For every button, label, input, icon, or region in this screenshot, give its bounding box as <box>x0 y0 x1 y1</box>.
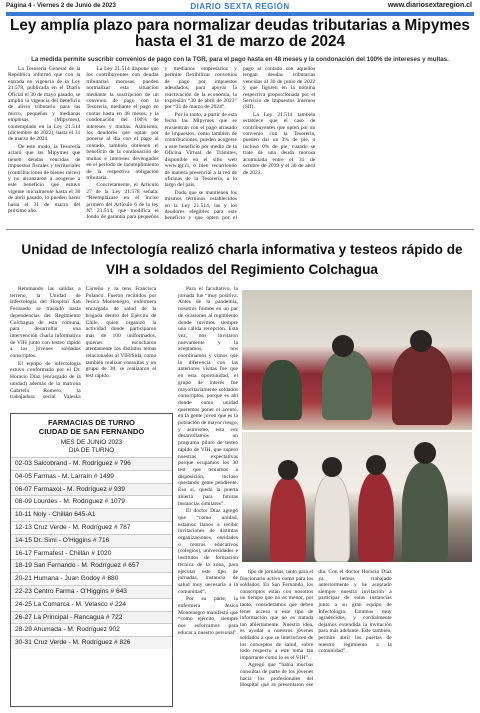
article2-paragraph: tipo de jornadas, tanto para el funcionario activo como para los soldados. En San Fernando, los conscriptos están con nosotros un tiempo que no es menor, por tanto, consideramos que deben tener acceso a este tipo de información que no es tratada tan abiertamente. Nuestra idea, es ayudar a nuestros jóvenes soldados a que se interioricen de los conceptos de salud, sobre todo respecto a este tema tan importante como lo es el VIH”. <box>240 569 314 661</box>
photo-figure-head <box>410 330 432 352</box>
photo-figure <box>262 360 302 420</box>
pharmacy-row: 16-17 Farmafest - Chillán # 1020 <box>11 547 172 560</box>
article2-paragraph: Retomando las salidas a terreno, la Unidad de Infectología del Hospital San Fernando se trasladó hasta dependencias del Regimiento Colchagua de esta comuna, para desarrollar una intervención charla informativa de VIH junto con testeo rápido a los jóvenes soldados conscriptos. <box>10 286 81 360</box>
pharmacy-row: 04-05 Farmas - M. Larraín # 1499 <box>11 470 172 483</box>
photo-figure-head <box>366 455 386 475</box>
article2-paragraph: El equipo de infectología estuvo conformado por el Dr. Horacio Díaz (encargado de la unidad) además de la matrona Gabriela Romero, la trabajadora social Valeska Carreño y la tens Francisca Polanco. Fueron recibidos por Jesica Montenegro, enfermera encargada de salud de la brigada dentro del Ejército de Chile, quien organizó la actividad donde participaron más de 100 uniformados, quienes escucharon atentamente los distintos temas relacionados al VIH/Sida, como también realizar consultas y un grupo de 30, se realizaron el test rápido. <box>10 286 157 401</box>
pharmacy-subtitle-line: DIA DE TURNO <box>68 446 115 454</box>
article2-paragraph: Para el facultativo, la jornada fue “muy positiva. Antes de la pandemia, nosotros fuimos en un par de ocasiones al regimiento donde tuvimos siempre una cálida recepción. Esta vez, nos invitaron nuevamente y la aceptamos, nos coordinamos y vimos que la diferencia con las anteriores visitas fue que en esta oportunidad, el grupo de interés fue mayoritariamente soldados conscriptos, porque es ahí donde como unidad queremos poner el acento, en la gente joven que es la población de mayor riesgo, y asimismo, esta vez desarrollamos un programa piloto de testeo rápido de VIH, que superó nuestras expectativas porque ocupamos los 30 test que teníamos a disposición, incluso quedando gente pendiente. Eso sí, quedó la puerta abierta para futuras instancias similares”. <box>178 286 238 507</box>
article1-paragraph: Por lo tanto, a partir de esta fecha las Mipymes que se encuentran con el pago atrasado de impuestos, como también de contribuciones, pueden acogerse a este beneficio por medio de la Oficina Virtual de Trámites, disponible en el sitio web www.tgr.cl, o bien recurriendo de manera presencial a la red de oficinas de la Tesorería, a lo largo del país. <box>164 111 237 189</box>
photo-figure <box>322 350 372 420</box>
photo-figure-head <box>322 457 342 477</box>
pharmacy-row: 28-29 Ahumada - M. Rodríguez 902 <box>11 623 172 636</box>
photo-figure <box>358 472 394 562</box>
photo-medical-team <box>242 432 472 562</box>
photo-figure <box>314 474 350 562</box>
pharmacy-row: 12-13 Cruz Verde - M. Rodríguez # 787 <box>11 521 172 534</box>
pharmacy-list <box>11 457 172 649</box>
article2-paragraph: Agregó que “había muchas consultas de parte de los jóvenes hacia los profesionales del Hospital que se presentaron ese día. Con el doctor Horacio Díaz ya hemos trabajado anteriormente y he aceptado siempre nuestra invitación a participar de estas instancias junto a su gran equipo de Infectología. Estamos muy agradecidos, y cordialmente dejamos extendida la invitación para más adelante. Este también, permite abrir las puertas de nuestro regimiento a la comunidad”. <box>240 569 392 689</box>
newspaper-name: DIARIO SEXTA REGIÓN <box>190 2 290 11</box>
article1-subheadline: La medida permite suscribir convenios de pago con la TGR, para el pago hasta en 48 meses y la condonación del 100% de intereses y multas. <box>31 56 449 63</box>
photo-charla-soldiers <box>242 290 472 430</box>
pharmacy-row: 10-11 Noly - Chillán 645-A1 <box>11 508 172 521</box>
article2-body-bottom <box>240 569 470 689</box>
photo-figure <box>392 345 452 425</box>
pharmacy-row: 26-27 La Principal - Rancagua # 722 <box>11 611 172 624</box>
photo-figure <box>402 462 448 562</box>
article1-paragraph: La Ley 21.514 dispone que los contribuyentes con deudas tributarias morosas, pueden normalizar esta situación mediante la suscripción de un convenio de pago con la Tesorería, mediante el pago en cuotas hasta en 48 meses, y la condonación del 100% de intereses y multas. Asimismo, los deudores que optan por ponerse al día con el pago al contado, también obtienen el beneficio de la condonación de multas e intereses devengados en el período de incumplimiento de la respectiva obligación tributaria. <box>86 66 159 181</box>
article1-headline: Ley amplía plazo para normalizar deudas tributarias a Mipymes hasta el 31 de marzo de 2024 <box>10 17 470 50</box>
pharmacy-title-line: CIUDAD DE SAN FERNANDO <box>38 427 145 436</box>
article1-paragraph: La Ley 21.514 también establece que el caso de contribuyentes que opten por un convenio con la Tesorería, pueden dar un 3% de pie, o incluso 0% de pie, cuando se trate de una deuda morosa acumulada entre el 31 de octubre de 2019 y el 30 de abril de 2022. <box>242 111 316 176</box>
header-rule <box>6 12 474 16</box>
article2-paragraph: El doctor Díaz agregó que “como unidad, estamos llanos a recibir invitaciones de distintas organizaciones, entidades o centros educativos (colegios), universidades e institutos de formación técnica de la zona, para ejecutar este tipo de jornadas, instancia de salud muy necesaria a la comunidad”. <box>178 508 238 595</box>
pharmacy-row: 08-09 Lourdes - M. Rodríguez # 1079 <box>11 495 172 508</box>
pharmacy-schedule-box <box>10 413 173 707</box>
photo-figure-head <box>414 442 436 464</box>
pharmacy-row: 20-21 Humana - Juan Godoy # 880 <box>11 572 172 585</box>
article2-headline: Unidad de Infectología realizó charla informativa y testeos rápido de VIH a soldados del Regimiento Colchagua <box>21 242 463 277</box>
pharmacy-title <box>11 418 172 436</box>
article1-paragraph: Dado que se mantienen los mismos términos establecidos en la Ley 21.514, las y los deudores elegibles para este beneficio y que opten por el pago al contado son aquellos tengan deudas tributarias vencidas al 30 de junio de 2022 y que figuren en la nómina respectiva proporcionada por el Servicio de Impuestos Internos (SII). <box>164 66 316 222</box>
pharmacy-row: 02-03 Salcobrand - M. Rodríguez # 796 <box>11 457 172 470</box>
pharmacy-title-line: FARMACIAS DE TURNO <box>48 418 135 427</box>
pharmacy-subtitle <box>11 439 172 454</box>
website-link[interactable]: www.diariosextaregion.cl <box>387 2 472 9</box>
article1-body <box>8 66 472 224</box>
photo-figure-head <box>278 460 298 480</box>
article2-paragraph: Por su parte, la enfermera Jesica Montenegro manifestó que “como ejército, siempre nos esforzamos para educar a nuestro personal”. <box>178 596 238 636</box>
photo-figure <box>270 477 306 562</box>
article1-paragraph: La Tesorería General de la República informó que con la entrada en vigencia de la Ley 21.578, publicada en el Diario Oficial el 30 de mayo pasado, se amplió la vigencia del beneficio de alivio tributario para las micro, pequeñas y medianas empresas (Mipymes), contemplado en la Ley 21.514 (diciembre de 2022), hasta el 31 de marzo de 2024. <box>8 66 81 143</box>
pharmacy-row: 30-31 Cruz Verde - M. Rodríguez # 826 <box>11 636 172 649</box>
article1-paragraph: Concretamente, el Artículo 27 de la Ley 21.578 señala: “Reemplázase en el inciso primero del Artículo 6 de la ley N° 21.514, que modifica el fondo de garantía para pequeños y medianos empresarios y permite flexibilizar convenios de pago por impuestos adeudados, para apoyar la reactivación de la economía, la expresión “30 de abril de 2023” por “31 de marzo de 2024”. <box>86 66 237 221</box>
pharmacy-row: 24-25 La Comarca - M. Velasco # 224 <box>11 598 172 611</box>
article1-paragraph: De este modo, la Tesorería aclaró que las Mipymes que tienen deudas vencidas de impuestos fiscales y territoriales (contribuciones de bienes raíces) y no alcanzaron a acogerse a este beneficio que estuvo vigente inicialmente hasta el 30 de abril pasado, lo pueden hacer hasta el 31 de marzo del próximo año. <box>8 143 81 214</box>
pharmacy-row: 18-19 San Fernando - M. Rodríguez # 657 <box>11 559 172 572</box>
pharmacy-row: 22-23 Centro Farma - O'Higgins # 643 <box>11 585 172 598</box>
photo-figure-head <box>332 335 354 357</box>
pharmacy-row: 14-15 Dr. Simi - O'Higgins # 716 <box>11 534 172 547</box>
page-info: Página 4 - Viernes 2 de Junio de 2023 <box>6 2 116 9</box>
pharmacy-subtitle-line: MES DE JUNIO 2023 <box>60 439 123 446</box>
pharmacy-row: 06-07 Farmaxol - M. Rodríguez # 939 <box>11 483 172 496</box>
article2-body-mid <box>178 286 238 680</box>
section-divider <box>6 229 474 230</box>
